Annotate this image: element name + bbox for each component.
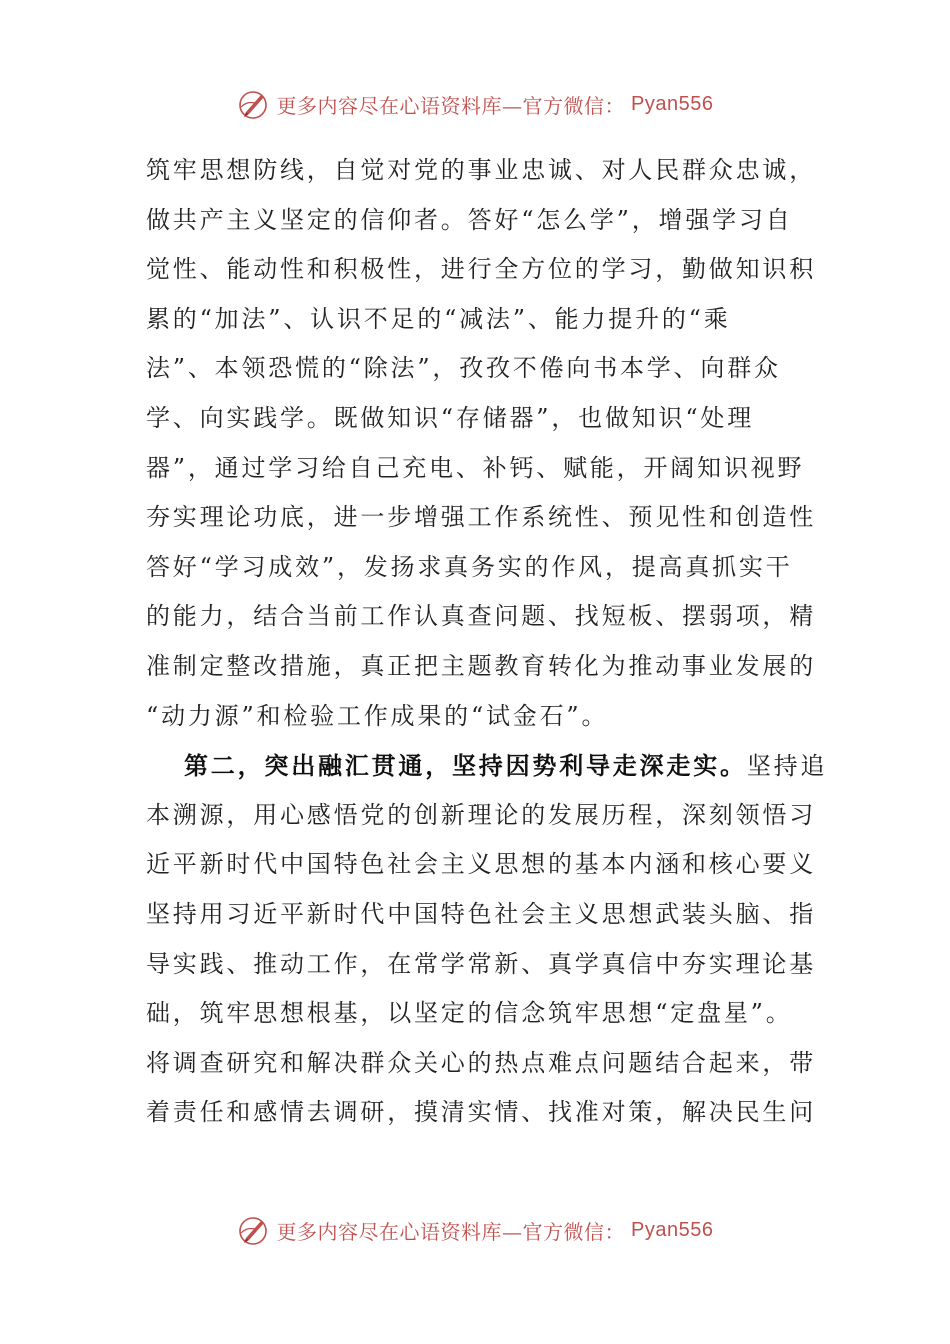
text-line: 的能力，结合当前工作认真查问题、找短板、摆弱项，精 xyxy=(146,602,816,631)
text-line: 筑牢思想防线，自觉对党的事业忠诚、对人民群众忠诚， xyxy=(146,156,816,184)
header-watermark-text: 更多内容尽在心语资料库—官方微信： xyxy=(276,93,626,118)
text-line: 着责任和感情去调研，摸清实情、找准对策，解决民生问 xyxy=(146,1098,816,1127)
text-line: 本溯源，用心感悟党的创新理论的发展历程，深刻领悟习 xyxy=(146,800,816,829)
page-footer xyxy=(0,1210,950,1250)
text-line: 导实践、推动工作，在常学常新、真学真信中夯实理论基 xyxy=(146,949,816,978)
text-line: 器”，通过学习给自己充电、补钙、赋能，开阔知识视野 xyxy=(146,453,805,482)
text-line: 觉性、能动性和积极性，进行全方位的学习，勤做知识积 xyxy=(146,255,816,284)
section-2-first-line xyxy=(146,741,828,791)
pen-circle-logo-icon xyxy=(237,87,271,121)
pen-circle-logo-icon xyxy=(237,1213,271,1247)
text-line: 答好“学习成效”，发扬求真务实的作风，提高真抓实干 xyxy=(146,552,793,581)
text-line: 夯实理论功底，进一步增强工作系统性、预见性和创造性 xyxy=(146,503,816,532)
text-line: 坚持用习近平新时代中国特色社会主义思想武装头脑、指 xyxy=(146,899,816,928)
text-line: 累的“加法”、认识不足的“减法”、能力提升的“乘 xyxy=(146,304,731,333)
footer-watermark-id: Pyan556 xyxy=(631,1218,714,1241)
section-2-heading: 第二，突出融汇贯通，坚持因势利导走深走实。 xyxy=(184,751,747,781)
footer-watermark-text: 更多内容尽在心语资料库—官方微信： xyxy=(276,1219,626,1244)
header-watermark xyxy=(237,87,714,121)
footer-watermark xyxy=(237,1213,714,1247)
text-line: 准制定整改措施，真正把主题教育转化为推动事业发展的 xyxy=(146,651,816,680)
text-line: 学、向实践学。既做知识“存储器”，也做知识“处理 xyxy=(146,403,755,432)
text-line: 础，筑牢思想根基，以坚定的信念筑牢思想“定盘星”。 xyxy=(146,999,793,1028)
text-line: “动力源”和检验工作成果的“试金石”。 xyxy=(146,701,609,730)
page-header xyxy=(0,84,950,124)
text-line: 做共产主义坚定的信仰者。答好“怎么学”，增强学习自 xyxy=(146,205,793,234)
document-body xyxy=(146,146,828,1138)
text-line: 近平新时代中国特色社会主义思想的基本内涵和核心要义 xyxy=(146,850,816,879)
text-line: 将调查研究和解决群众关心的热点难点问题结合起来，带 xyxy=(146,1048,816,1077)
text-line: 法”、本领恐慌的“除法”，孜孜不倦向书本学、向群众 xyxy=(146,354,781,383)
section-2-first-line-text: 坚持追 xyxy=(746,752,828,781)
header-watermark-id: Pyan556 xyxy=(631,92,714,115)
